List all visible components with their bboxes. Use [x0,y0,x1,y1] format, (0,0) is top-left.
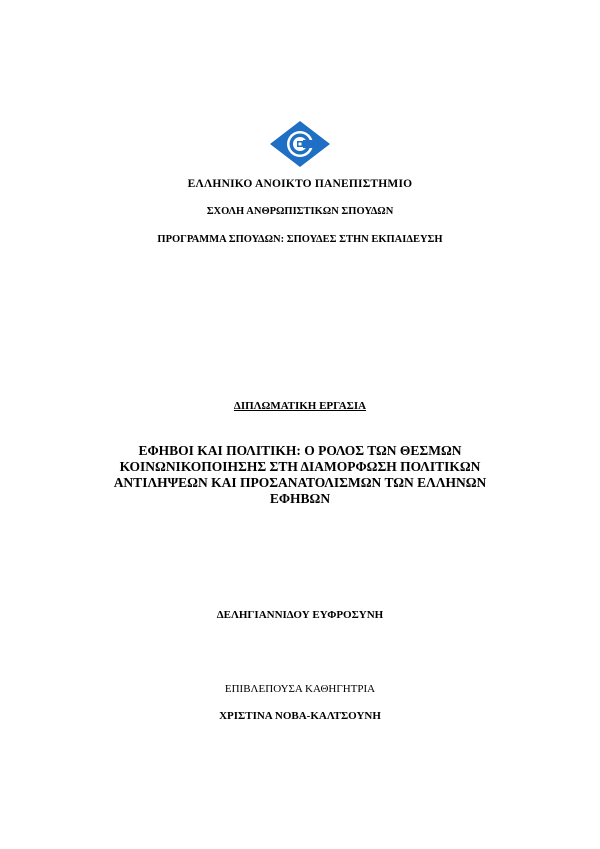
author-name: ΔΕΛΗΓΙΑΝΝΙΔΟΥ ΕΥΦΡΟΣΥΝΗ [216,609,384,621]
institution-name: ΕΛΛΗΝΙΚΟ ΑΝΟΙΚΤΟ ΠΑΝΕΠΙΣΤΗΜΙΟ [187,178,413,190]
document-type: ΔΙΠΛΩΜΑΤΙΚΗ ΕΡΓΑΣΙΑ [233,400,367,412]
university-logo-icon [268,120,332,168]
thesis-title-line: ΕΦΗΒΟΙ ΚΑΙ ΠΟΛΙΤΙΚΗ: Ο ΡΟΛΟΣ ΤΩΝ ΘΕΣΜΩΝ [138,443,462,458]
thesis-title-line: ΕΦΗΒΩΝ [269,491,331,506]
supervisor-label: ΕΠΙΒΛΕΠΟΥΣΑ ΚΑΘΗΓΗΤΡΙΑ [224,683,376,695]
program-name: ΠΡΟΓΡΑΜΜΑ ΣΠΟΥΔΩΝ: ΣΠΟΥΔΕΣ ΣΤΗΝ ΕΚΠΑΙΔΕΥΣΗ [157,234,443,245]
thesis-title [80,443,520,507]
school-name: ΣΧΟΛΗ ΑΝΘΡΩΠΙΣΤΙΚΩΝ ΣΠΟΥΔΩΝ [206,206,394,217]
thesis-title-line: ΚΟΙΝΩΝΙΚΟΠΟΙΗΣΗΣ ΣΤΗ ΔΙΑΜΟΡΦΩΣΗ ΠΟΛΙΤΙΚΩΝ [119,459,481,474]
thesis-title-line: ΑΝΤΙΛΗΨΕΩΝ ΚΑΙ ΠΡΟΣΑΝΑΤΟΛΙΣΜΩΝ ΤΩΝ ΕΛΛΗΝΩΝ [113,475,487,490]
supervisor-name: ΧΡΙΣΤΙΝΑ ΝΟΒΑ-ΚΑΛΤΣΟΥΝΗ [219,710,381,722]
